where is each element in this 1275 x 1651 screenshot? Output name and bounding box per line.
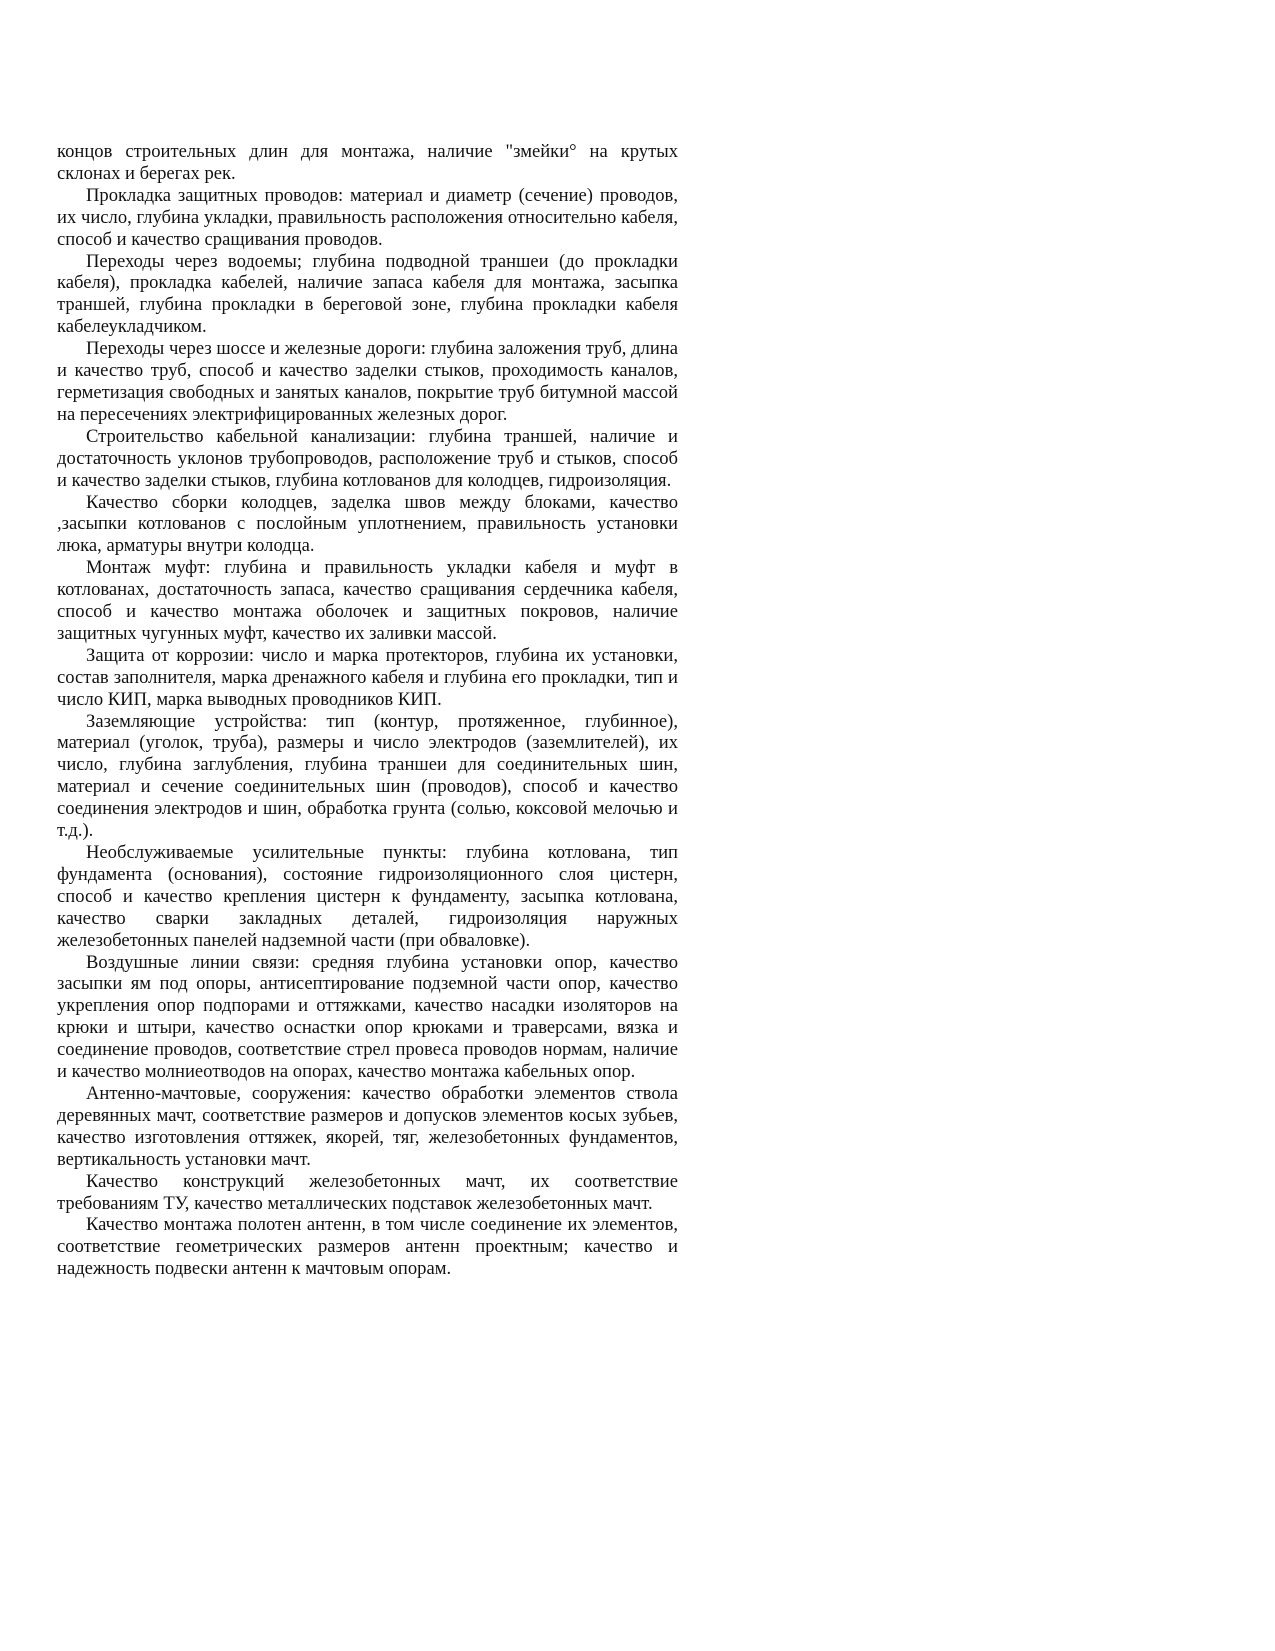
paragraph-cable-duct: Строительство кабельной канализации: глубина траншей, наличие и достаточность уклонов трубопроводов, расположение труб и стыков, способ и качество заделки стыков, глубина котлованов для колодцев, гидроизоляция. [57, 425, 678, 491]
paragraph-grounding: Заземляющие устройства: тип (контур, протяженное, глубинное), материал (уголок, труба), размеры и число электродов (заземлителей), их число, глубина заглубления, глубина траншеи для соединительных шин, материал и сечение соединительных шин (проводов), способ и качество соединения электродов и шин, обработка грунта (солью, коксовой мелочью и т.д.). [57, 710, 678, 842]
paragraph-concrete-masts: Качество конструкций железобетонных мачт, их соответствие требованиям ТУ, качество металлических подставок железобетонных мачт. [57, 1170, 678, 1214]
paragraph-overhead-lines: Воздушные линии связи: средняя глубина установки опор, качество засыпки ям под опоры, антисептирование подземной части опор, качество укрепления опор подпорами и оттяжками, качество насадки изоляторов на крюки и штыри, качество оснастки опор крюками и траверсами, вязка и соединение проводов, соответствие стрел провеса проводов нормам, наличие и качество молниеотводов на опорах, качество монтажа кабельных опор. [57, 951, 678, 1083]
paragraph-repeater-stations: Необслуживаемые усилительные пункты: глубина котлована, тип фундамента (основания), состояние гидроизоляционного слоя цистерн, способ и качество крепления цистерн к фундаменту, засыпка котлована, качество сварки закладных деталей, гидроизоляция наружных железобетонных панелей надземной части (при обваловке). [57, 842, 678, 951]
paragraph-antenna-masts: Антенно-мачтовые, сооружения: качество обработки элементов ствола деревянных мачт, соответствие размеров и допусков элементов косых зубьев, качество изготовления оттяжек, якорей, тяг, железобетонных фундаментов, вертикальность установки мачт. [57, 1082, 678, 1170]
paragraph-continuation: концов строительных длин для монтажа, наличие "змейки° на крутых склонах и берегах рек. [57, 141, 678, 184]
paragraph-protective-wires: Прокладка защитных проводов: материал и диаметр (сечение) проводов, их число, глубина укладки, правильность расположения относительно кабеля, способ и качество сращивания проводов. [57, 184, 678, 250]
paragraph-corrosion: Защита от коррозии: число и марка протекторов, глубина их установки, состав заполнителя, марка дренажного кабеля и глубина его прокладки, тип и число КИП, марка выводных проводников КИП. [57, 644, 678, 710]
document-page [57, 141, 678, 1280]
paragraph-antenna-installation: Качество монтажа полотен антенн, в том числе соединение их элементов, соответствие геометрических размеров антенн проектным; качество и надежность подвески антенн к мачтовым опорам. [57, 1214, 678, 1280]
paragraph-road-crossings: Переходы через шоссе и железные дороги: глубина заложения труб, длина и качество труб, способ и качество заделки стыков, проходимость каналов, герметизация свободных и занятых каналов, покрытие труб битумной массой на пересечениях электрифицированных железных дорог. [57, 338, 678, 425]
paragraph-manholes: Качество сборки колодцев, заделка швов между блоками, качество ,засыпки котлованов с послойным уплотнением, правильность установки люка, арматуры внутри колодца. [57, 491, 678, 557]
paragraph-water-crossings: Переходы через водоемы; глубина подводной траншеи (до прокладки кабеля), прокладка кабелей, наличие запаса кабеля для монтажа, засыпка траншей, глубина прокладки в береговой зоне, глубина прокладки кабеля кабелеукладчиком. [57, 250, 678, 338]
paragraph-splices: Монтаж муфт: глубина и правильность укладки кабеля и муфт в котлованах, достаточность запаса, качество сращивания сердечника кабеля, способ и качество монтажа оболочек и защитных покровов, наличие защитных чугунных муфт, качество их заливки массой. [57, 557, 678, 644]
